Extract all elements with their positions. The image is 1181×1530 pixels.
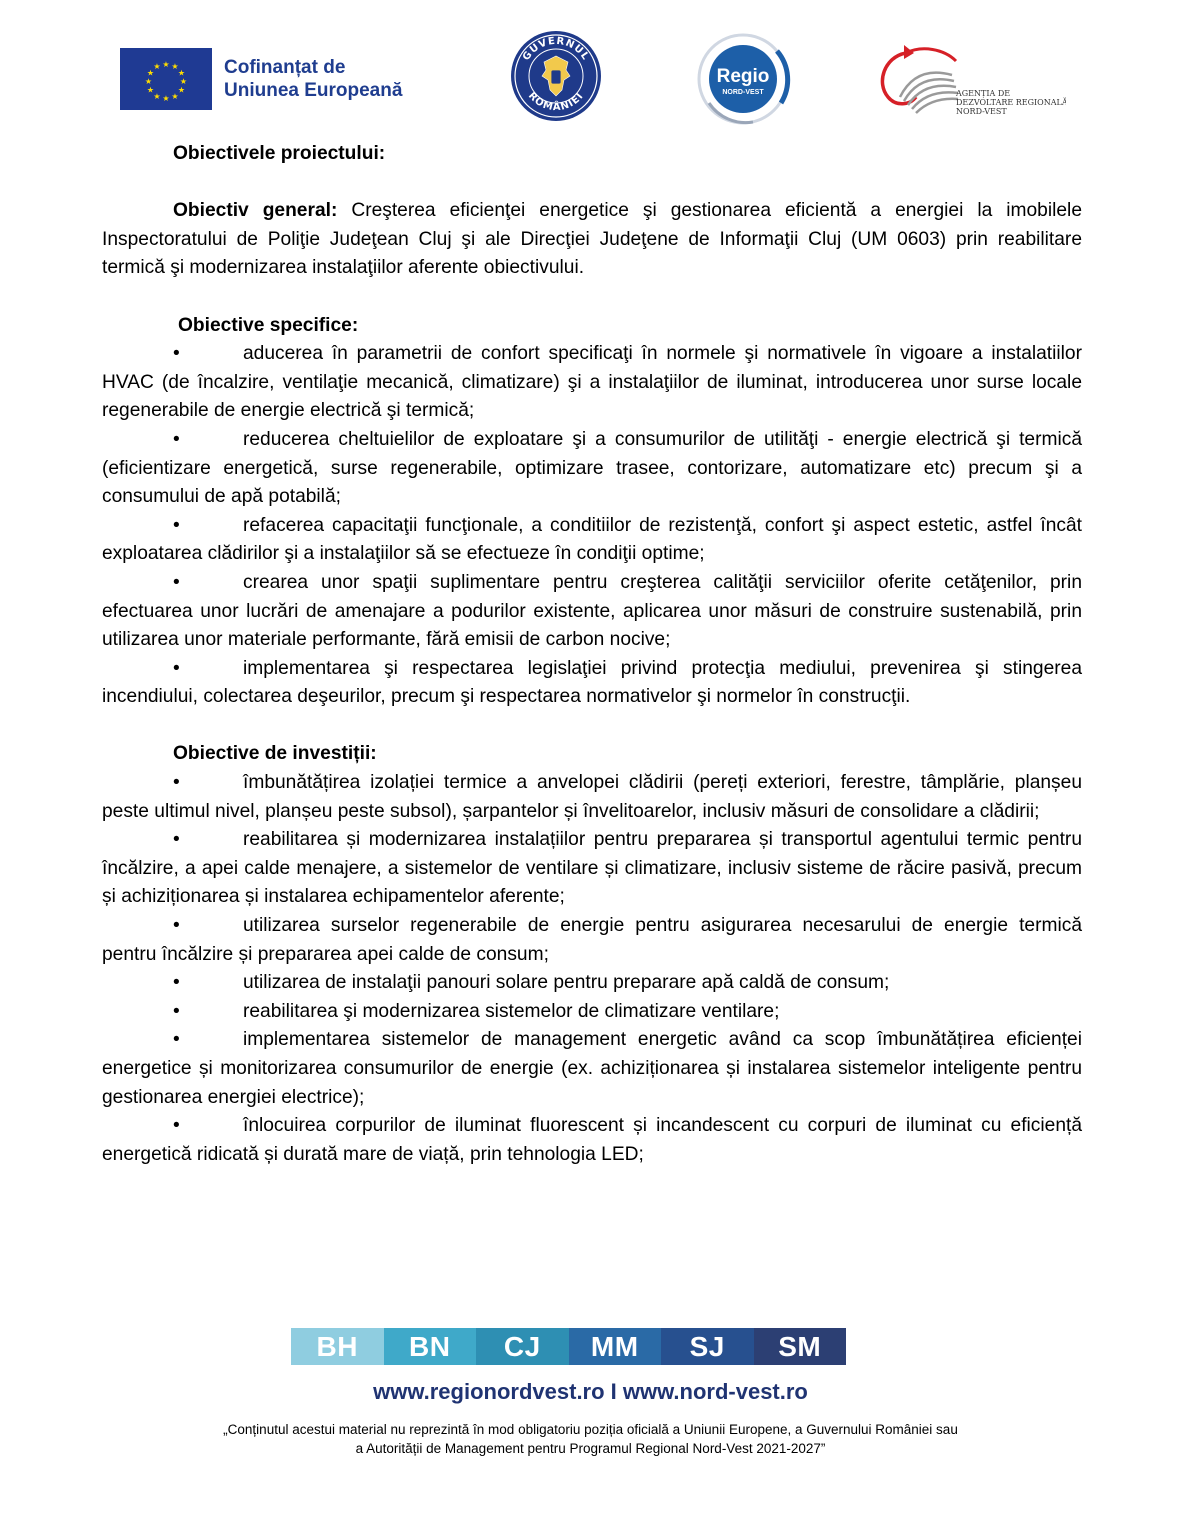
- specific-objectives-list: [102, 340, 1082, 712]
- section-title: Obiectivele proiectului:: [173, 143, 386, 164]
- svg-text:★: ★: [146, 85, 155, 95]
- bullet-icon: •: [173, 1000, 180, 1022]
- county-mm: MM: [569, 1328, 662, 1365]
- list-item: [102, 569, 1082, 655]
- bullet-icon: •: [173, 1115, 180, 1137]
- bullet-icon: •: [173, 1029, 180, 1051]
- svg-text:★: ★: [162, 60, 170, 69]
- list-item: [102, 826, 1082, 912]
- county-cj: CJ: [476, 1328, 569, 1365]
- disclaimer: [0, 1420, 1181, 1458]
- specific-objectives-title: Obiective specifice:: [178, 314, 359, 336]
- regio-sub-label: NORD-VEST: [722, 89, 764, 96]
- svg-text:★: ★: [153, 92, 161, 101]
- websites-link[interactable]: www.regionordvest.ro I www.nord-vest.ro: [373, 1379, 808, 1404]
- list-item-text: crearea unor spaţii suplimentare pentru creşterea calităţii serviciilor oferite cetăţenilor, prin efectuarea unor lucrări de amenajare a podurilor existente, aplicarea unor măsuri de construire sustenabilă, prin utilizarea unor materiale performante, fără emisii de carbon nocive;: [102, 571, 1082, 651]
- regio-nord-vest-logo: [693, 33, 793, 125]
- seal-top-text: GUVERNUL: [520, 35, 592, 63]
- page-header: [0, 0, 1181, 140]
- svg-text:★: ★: [171, 92, 179, 101]
- list-item-text: utilizarea surselor regenerabile de energie pentru asigurarea necesarului de energie termică pentru încălzire și prepararea apei calde de consum;: [102, 915, 1082, 965]
- list-item: [102, 969, 1082, 998]
- svg-text:★: ★: [171, 62, 179, 71]
- svg-text:★: ★: [153, 62, 161, 71]
- bullet-icon: •: [173, 915, 180, 937]
- bullet-icon: •: [173, 772, 180, 794]
- svg-text:★: ★: [162, 94, 170, 103]
- eu-cofinancing-logo: [120, 48, 402, 110]
- document-body: [102, 140, 1082, 1169]
- list-item: [102, 512, 1082, 569]
- svg-text:★: ★: [179, 77, 188, 86]
- list-item-text: aducerea în parametrii de confort specificaţi în normele şi normativele în vigoare a instalatiilor HVAC (de încalzire, ventilaţie mecanică, climatizare) şi a instalaţiilor de iluminat, introducerea unor surse locale regenerabile de energie electrică şi termică;: [102, 343, 1082, 422]
- eu-cofinancing-text: [224, 56, 402, 102]
- county-sm: SM: [754, 1328, 847, 1365]
- seal-bottom-text: ROMÂNIEI: [525, 90, 587, 114]
- list-item-text: îmbunătățirea izolației termice a anvelopei clădirii (pereți exteriori, ferestre, tâmplărie, planșeu peste ultimul nivel, planșeu peste subsol), șarpantelor și învelitoarelor, inclusiv măsuri de consolidare a clădirii;: [102, 772, 1082, 822]
- eu-text-line1: Cofinanțat de: [224, 57, 346, 78]
- spacer: [102, 283, 1082, 312]
- adr-line3: NORD-VEST: [956, 107, 1007, 116]
- bullet-icon: •: [173, 657, 180, 679]
- county-bn: BN: [384, 1328, 477, 1365]
- svg-text:★: ★: [177, 68, 186, 78]
- bullet-icon: •: [173, 343, 180, 365]
- list-item-text: implementarea sistemelor de management energetic având ca scop îmbunătățirea eficienței energetice și monitorizarea consumurilor de energie (ex. achiziționarea și instalarea sistemelor inteligente pentru gestionarea energiei electrice);: [102, 1029, 1082, 1108]
- general-objective-text: Creşterea eficienţei energetice şi gestionarea eficientă a energiei la imobilele Inspectoratului de Poliţie Judeţean Cluj şi ale Direcţiei Judeţene de Informaţii Cluj (UM 0603) prin reabilitare termică şi modernizarea instalaţiilor aferente obiectivului.: [102, 200, 1082, 279]
- county-bar: [291, 1328, 846, 1365]
- disclaimer-line2: a Autorității de Management pentru Programul Regional Nord-Vest 2021-2027”: [355, 1441, 826, 1456]
- bullet-icon: •: [173, 972, 180, 994]
- county-sj: SJ: [661, 1328, 754, 1365]
- svg-text:★: ★: [177, 85, 186, 95]
- list-item: [102, 1112, 1082, 1169]
- investment-objectives-list: [102, 769, 1082, 1169]
- adr-nord-vest-logo: [876, 35, 1066, 125]
- list-item: [102, 655, 1082, 712]
- svg-text:★: ★: [144, 77, 153, 86]
- investment-objectives-title: Obiective de investiții:: [173, 743, 377, 765]
- svg-text:★: ★: [146, 68, 155, 78]
- general-objective-label: Obiectiv general:: [173, 200, 338, 222]
- list-item-text: utilizarea de instalaţii panouri solare pentru preparare apă caldă de consum;: [243, 972, 890, 994]
- list-item-text: refacerea capacitaţii funcţionale, a conditiilor de rezistenţă, confort şi aspect estetic, astfel încât exploatarea clădirilor şi a instalaţiilor să se efectueze în condiţii optime;: [102, 514, 1082, 565]
- spacer: [102, 169, 1082, 198]
- eu-text-line2: Uniunea Europeană: [224, 80, 403, 101]
- list-item-text: înlocuirea corpurilor de iluminat fluorescent și incandescent cu corpuri de iluminat cu eficiență energetică ridicată și durată mare de viață, prin tehnologia LED;: [102, 1115, 1082, 1165]
- bullet-icon: •: [173, 428, 180, 450]
- bullet-icon: •: [173, 571, 180, 593]
- list-item: [102, 340, 1082, 426]
- list-item: [102, 769, 1082, 826]
- list-item-text: reabilitarea şi modernizarea sistemelor de climatizare ventilare;: [243, 1000, 780, 1022]
- list-item-text: reducerea cheltuielilor de exploatare şi a consumurilor de utilităţi - energie electrică şi termică (eficientizare energetică, surse regenerabile, optimizare trasee, contorizare, automatizare etc) precum şi a consumului de apă potabilă;: [102, 428, 1082, 508]
- list-item: [102, 912, 1082, 969]
- county-bh: BH: [291, 1328, 384, 1365]
- adr-line1: AGENȚIA DE: [956, 89, 1011, 98]
- adr-line2: DEZVOLTARE REGIONALĂ: [956, 98, 1066, 107]
- list-item-text: implementarea şi respectarea legislaţiei privind protecţia mediului, prevenirea şi stingerea incendiului, colectarea deşeurilor, precum şi respectarea normativelor şi normelor în construcţii.: [102, 657, 1082, 708]
- list-item: [102, 998, 1082, 1027]
- spacer: [102, 712, 1082, 741]
- regio-label: Regio: [716, 66, 770, 87]
- general-objective-paragraph: [102, 197, 1082, 283]
- bullet-icon: •: [173, 829, 180, 851]
- list-item: [102, 426, 1082, 512]
- bullet-icon: •: [173, 514, 180, 536]
- eu-flag-icon: [120, 48, 212, 110]
- romanian-government-seal-icon: [510, 30, 602, 122]
- list-item: [102, 1026, 1082, 1112]
- disclaimer-line1: „Conținutul acestui material nu reprezintă în mod obligatoriu poziția oficială a Uniunii Europene, a Guvernului României sau: [223, 1422, 958, 1437]
- list-item-text: reabilitarea și modernizarea instalațiilor pentru prepararea și transportul agentului termic pentru încălzire, a apei calde menajere, a sistemelor de ventilare și climatizare, inclusiv sisteme de răcire pasivă, precum și achiziționarea și instalarea echipamentelor aferente;: [102, 829, 1082, 908]
